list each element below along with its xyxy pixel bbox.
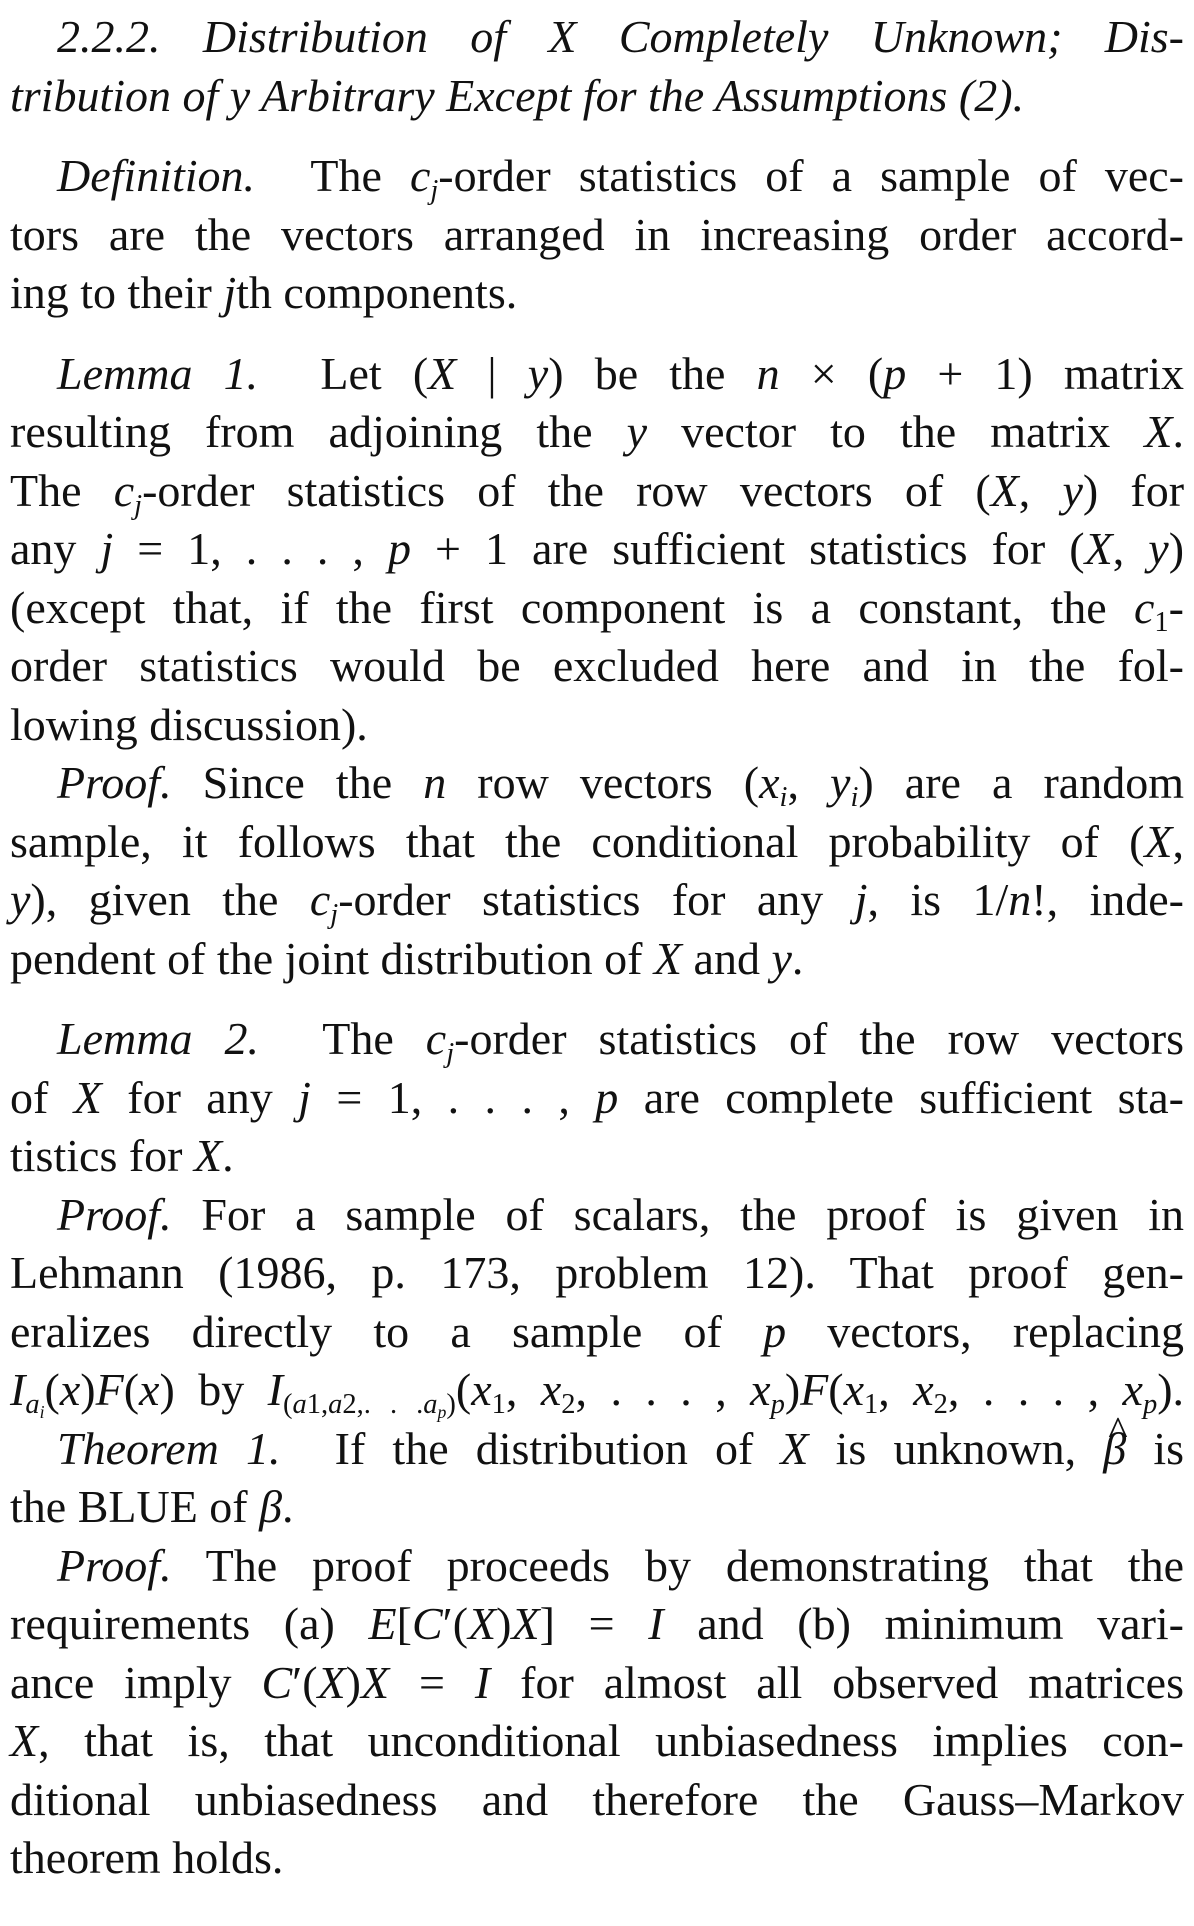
theorem1-proof-line-2: requirements (a) E[C′(X)X] = I and (b) minimum vari-	[10, 1598, 1184, 1649]
theorem1-line-1: Theorem 1. If the distribution of X is unknown, ^ β is	[10, 1420, 1184, 1479]
definition-line-1: Definition. The $c_j$-order statistics of a sample of vec-	[57, 150, 1184, 206]
lemma2-proof-line-1: Proof. For a sample of scalars, the proof is given in	[57, 1188, 1184, 1240]
lemma1-line-2: resulting from adjoining the y vector to the matrix X.	[10, 406, 1184, 457]
section-title-line-2: tribution of y Arbitrary Except for the Assumptions (2).	[10, 69, 1025, 121]
theorem1-proof-line-4: X, that is, that unconditional unbiasedness implies con-	[10, 1715, 1184, 1766]
theorem1-proof-label: Proof.	[57, 1539, 172, 1591]
lemma2-proof-line-2: Lehmann (1986, p. 173, problem 12). That proof gen-	[10, 1247, 1184, 1298]
lemma1-proof-label: Proof.	[57, 757, 172, 808]
lemma1-label: Lemma 1.	[57, 347, 259, 399]
definition-label: Definition.	[57, 150, 256, 201]
lemma1-line-3: The $c_j$-order statistics of the row vectors of (X, y) for	[10, 464, 1185, 521]
theorem1-proof-line-1: Proof. The proof proceeds by demonstrating that the	[57, 1539, 1184, 1591]
theorem1-proof-line-3: ance imply C′(X)X = I for almost all observed matrices	[10, 1656, 1185, 1708]
lemma1-line-7: lowing discussion).	[10, 698, 368, 750]
theorem1-label: Theorem 1.	[57, 1422, 281, 1474]
definition-line-3: ing to their jth components.	[10, 267, 518, 318]
lemma1-proof-line-1: Proof. Since the n row vectors ($x_i$, $y_i$) are a random	[57, 757, 1185, 813]
section-heading	[10, 8, 1184, 125]
definition-block	[10, 147, 1184, 323]
theorem1-line-2: the BLUE of β.	[10, 1481, 294, 1532]
lemma2-line-1: Lemma 2. The $c_j$-order statistics of the row vectors	[57, 1013, 1185, 1069]
lemma1-line-6: order statistics would be excluded here and in the fol-	[10, 640, 1184, 691]
lemma1-line-4: any j = 1, . . . , p + 1 are sufficient statistics for (X, y)	[10, 523, 1185, 574]
theorem1-block	[10, 1420, 1184, 1888]
lemma2-line-3: tistics for X.	[10, 1130, 234, 1181]
lemma1-proof-line-2: sample, it follows that the conditional probability of (X,	[10, 815, 1184, 867]
lemma2-proof-line-3: eralizes directly to a sample of p vectors, replacing	[10, 1305, 1184, 1357]
lemma2-proof-line-4: $I_{a_i}(x)F(x)$ by $I_{(a1,a2,. . .a_p)}(x_1$, $x_2$, . . . , $x_p)F(x_1$, $x_2$, . . . , $x_p$).	[10, 1364, 1185, 1422]
theorem1-proof-line-5: ditional unbiasedness and therefore the Gauss–Markov	[10, 1773, 1184, 1825]
lemma2-label: Lemma 2.	[57, 1013, 259, 1064]
lemma1-line-5: (except that, if the first component is a constant, the $c_1-$	[10, 581, 1184, 638]
document-page	[10, 8, 1184, 1888]
lemma1-block	[10, 345, 1184, 989]
section-title-line-1: 2.2.2. Distribution of X Completely Unknown; Dis-	[57, 11, 1184, 62]
lemma2-line-2: of X for any j = 1, . . . , p are complete sufficient sta-	[10, 1071, 1184, 1123]
theorem1-proof-line-6: theorem holds.	[10, 1832, 284, 1883]
lemma1-line-1: Lemma 1. Let (X | y) be the n × (p + 1) matrix	[57, 347, 1184, 399]
section-number: 2.2.2.	[57, 11, 161, 62]
lemma1-proof-line-3: y), given the $c_j$-order statistics for any j, is 1/n!, inde-	[10, 874, 1185, 930]
lemma1-proof-line-4: pendent of the joint distribution of X and y.	[10, 932, 804, 984]
definition-line-2: tors are the vectors arranged in increasing order accord-	[10, 208, 1184, 260]
lemma2-proof-label: Proof.	[57, 1188, 172, 1240]
lemma2-block	[10, 1010, 1184, 1420]
